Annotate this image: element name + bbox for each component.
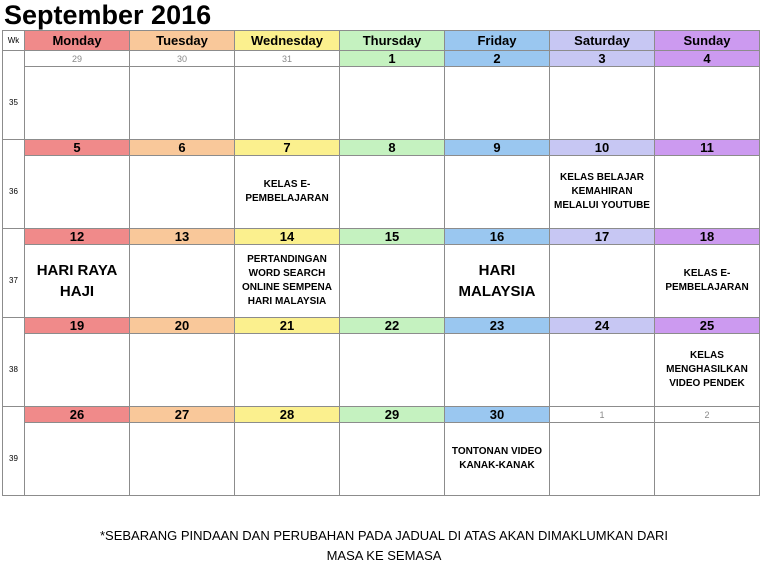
date-number-tuesday: 6 <box>130 140 235 156</box>
date-number-thursday: 15 <box>340 229 445 245</box>
calendar-grid <box>2 30 760 496</box>
date-number-monday: 12 <box>25 229 130 245</box>
weekday-header-wednesday: Wednesday <box>235 31 340 51</box>
day-cell-thursday[interactable] <box>340 423 445 496</box>
date-number-monday: 29 <box>25 51 130 67</box>
day-cell-friday[interactable] <box>445 156 550 229</box>
day-cell-saturday[interactable] <box>550 334 655 407</box>
date-row <box>3 51 760 67</box>
date-number-friday: 9 <box>445 140 550 156</box>
week-number: 39 <box>3 423 25 496</box>
date-number-saturday: 3 <box>550 51 655 67</box>
day-cell-sunday[interactable] <box>655 156 760 229</box>
day-cell-monday[interactable] <box>25 156 130 229</box>
day-cells-row <box>3 423 760 496</box>
week-number: 35 <box>3 67 25 140</box>
date-number-wednesday: 31 <box>235 51 340 67</box>
day-cell-monday[interactable]: HARI RAYA HAJI <box>25 245 130 318</box>
week-cell-top <box>3 140 25 156</box>
footnote-line-1: *SEBARANG PINDAAN DAN PERUBAHAN PADA JADUAL DI ATAS AKAN DIMAKLUMKAN DARI <box>99 528 669 543</box>
date-number-thursday: 29 <box>340 407 445 423</box>
date-number-wednesday: 7 <box>235 140 340 156</box>
date-number-monday: 19 <box>25 318 130 334</box>
date-number-wednesday: 21 <box>235 318 340 334</box>
date-number-thursday: 8 <box>340 140 445 156</box>
weekday-header-thursday: Thursday <box>340 31 445 51</box>
date-number-saturday: 10 <box>550 140 655 156</box>
day-cells-row <box>3 67 760 140</box>
calendar-title: September 2016 <box>4 0 212 30</box>
weekday-header-saturday: Saturday <box>550 31 655 51</box>
day-cell-sunday[interactable]: KELAS E-PEMBELAJARAN <box>655 245 760 318</box>
date-number-sunday: 25 <box>655 318 760 334</box>
date-number-monday: 5 <box>25 140 130 156</box>
date-number-friday: 30 <box>445 407 550 423</box>
date-number-tuesday: 30 <box>130 51 235 67</box>
day-cell-thursday[interactable] <box>340 156 445 229</box>
day-cell-thursday[interactable] <box>340 334 445 407</box>
weeks-body <box>3 51 760 496</box>
week-column-header: Wk <box>3 31 25 51</box>
day-cell-tuesday[interactable] <box>130 245 235 318</box>
day-cell-tuesday[interactable] <box>130 334 235 407</box>
date-number-saturday: 17 <box>550 229 655 245</box>
date-number-tuesday: 27 <box>130 407 235 423</box>
date-number-tuesday: 13 <box>130 229 235 245</box>
day-cell-monday[interactable] <box>25 334 130 407</box>
weekday-header-monday: Monday <box>25 31 130 51</box>
date-number-monday: 26 <box>25 407 130 423</box>
day-cells-row <box>3 156 760 229</box>
day-cell-friday[interactable]: HARI MALAYSIA <box>445 245 550 318</box>
date-number-sunday: 2 <box>655 407 760 423</box>
week-number: 38 <box>3 334 25 407</box>
day-cell-monday[interactable] <box>25 67 130 140</box>
week-cell-top <box>3 318 25 334</box>
day-cell-friday[interactable]: TONTONAN VIDEO KANAK-KANAK <box>445 423 550 496</box>
date-number-thursday: 22 <box>340 318 445 334</box>
day-cell-friday[interactable] <box>445 334 550 407</box>
date-number-wednesday: 28 <box>235 407 340 423</box>
day-cell-thursday[interactable] <box>340 67 445 140</box>
weekday-header-friday: Friday <box>445 31 550 51</box>
day-cell-saturday[interactable] <box>550 423 655 496</box>
date-number-wednesday: 14 <box>235 229 340 245</box>
date-number-saturday: 24 <box>550 318 655 334</box>
date-row <box>3 140 760 156</box>
day-cell-saturday[interactable] <box>550 245 655 318</box>
week-cell-top <box>3 407 25 423</box>
day-cell-wednesday[interactable]: PERTANDINGAN WORD SEARCH ONLINE SEMPENA HARI MALAYSIA <box>235 245 340 318</box>
day-cell-wednesday[interactable] <box>235 334 340 407</box>
date-number-friday: 16 <box>445 229 550 245</box>
day-cells-row <box>3 334 760 407</box>
week-number: 37 <box>3 245 25 318</box>
date-number-thursday: 1 <box>340 51 445 67</box>
date-row <box>3 318 760 334</box>
weekday-header-sunday: Sunday <box>655 31 760 51</box>
week-number: 36 <box>3 156 25 229</box>
day-cell-saturday[interactable] <box>550 67 655 140</box>
date-number-saturday: 1 <box>550 407 655 423</box>
day-cell-tuesday[interactable] <box>130 156 235 229</box>
day-cell-saturday[interactable]: KELAS BELAJAR KEMAHIRAN MELALUI YOUTUBE <box>550 156 655 229</box>
date-row <box>3 229 760 245</box>
day-cell-wednesday[interactable] <box>235 423 340 496</box>
day-cell-friday[interactable] <box>445 67 550 140</box>
date-number-sunday: 18 <box>655 229 760 245</box>
date-number-sunday: 11 <box>655 140 760 156</box>
day-cell-thursday[interactable] <box>340 245 445 318</box>
day-cell-sunday[interactable] <box>655 67 760 140</box>
day-cell-wednesday[interactable]: KELAS E-PEMBELAJARAN <box>235 156 340 229</box>
date-row <box>3 407 760 423</box>
footnote <box>0 526 768 566</box>
weekday-header-row <box>3 31 760 51</box>
weekday-header-tuesday: Tuesday <box>130 31 235 51</box>
day-cell-wednesday[interactable] <box>235 67 340 140</box>
day-cells-row <box>3 245 760 318</box>
day-cell-monday[interactable] <box>25 423 130 496</box>
date-number-friday: 2 <box>445 51 550 67</box>
date-number-sunday: 4 <box>655 51 760 67</box>
day-cell-sunday[interactable] <box>655 423 760 496</box>
date-number-tuesday: 20 <box>130 318 235 334</box>
footnote-line-2: MASA KE SEMASA <box>326 548 442 563</box>
day-cell-tuesday[interactable] <box>130 423 235 496</box>
week-cell-top <box>3 229 25 245</box>
day-cell-tuesday[interactable] <box>130 67 235 140</box>
date-number-friday: 23 <box>445 318 550 334</box>
week-cell-top <box>3 51 25 67</box>
day-cell-sunday[interactable]: KELAS MENGHASILKAN VIDEO PENDEK <box>655 334 760 407</box>
